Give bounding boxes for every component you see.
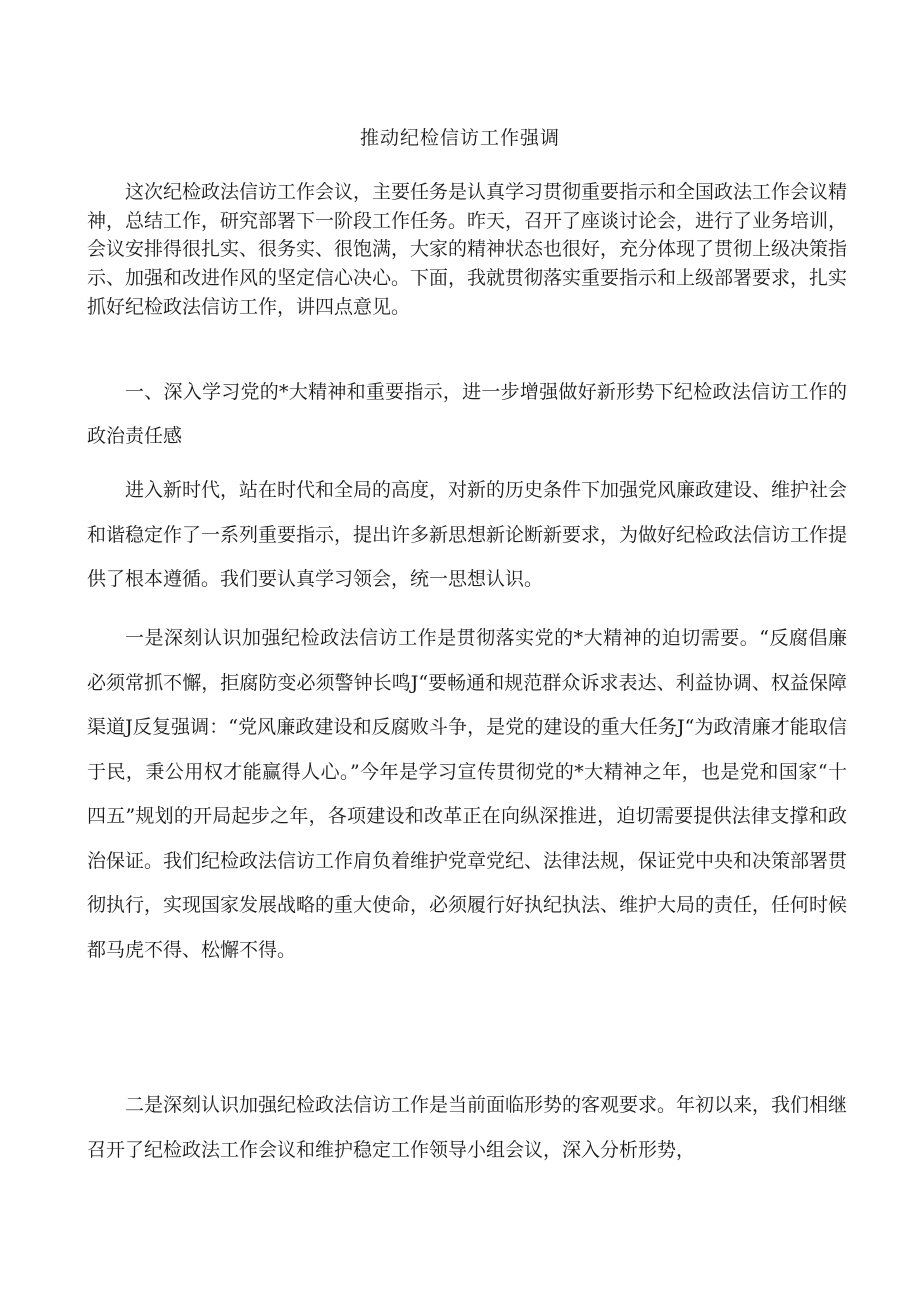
section-heading-1: 一、深入学习党的*大精神和重要指示，进一步增强做好新形势下纪检政法信访工作的政治责任感 <box>87 381 847 447</box>
body-paragraph: 一是深刻认识加强纪检政法信访工作是贯彻落实党的*大精神的迫切需要。“反腐倡廉必须常抓不懈，拒腐防变必须警钟长鸣J“要畅通和规范群众诉求表达、利益协调、权益保障渠道J反复强调：“党风廉政建设和反腐败斗争，是党的建设的重大任务J“为政清廉才能取信于民，秉公用权才能赢得人心。”今年是学习宣传贯彻党的*大精神之年，也是党和国家“十四五”规划的开局起步之年，各项建设和改革正在向纵深推进，迫切需要提供法律支撑和政治保证。我们纪检政法信访工作肩负着维护党章党纪、法律法规，保证党中央和决策部署贯彻执行，实现国家发展战略的重大使命，必须履行好执纪执法、维护大局的责任，任何时候都马虎不得、松懈不得。 <box>87 627 848 961</box>
document-title: 推动纪检信访工作强调 <box>359 127 560 149</box>
body-paragraph: 进入新时代，站在时代和全局的高度，对新的历史条件下加强党风廉政建设、维护社会和谐稳定作了一系列重要指示，提出许多新思想新论断新要求，为做好纪检政法信访工作提供了根本遵循。我们要认真学习领会，统一思想认识。 <box>87 479 848 590</box>
body-paragraph: 二是深刻认识加强纪检政法信访工作是当前面临形势的客观要求。年初以来，我们相继召开了纪检政法工作会议和维护稳定工作领导小组会议，深入分析形势， <box>87 1094 848 1161</box>
intro-paragraph: 这次纪检政法信访工作会议，主要任务是认真学习贯彻重要指示和全国政法工作会议精神，总结工作，研究部署下一阶段工作任务。昨天，召开了座谈讨论会，进行了业务培训，会议安排得很扎实、很务实、很饱满，大家的精神状态也很好，充分体现了贯彻上级决策指示、加强和改进作风的坚定信心决心。下面，我就贯彻落实重要指示和上级部署要求，扎实抓好纪检政法信访工作，讲四点意见。 <box>87 181 848 318</box>
